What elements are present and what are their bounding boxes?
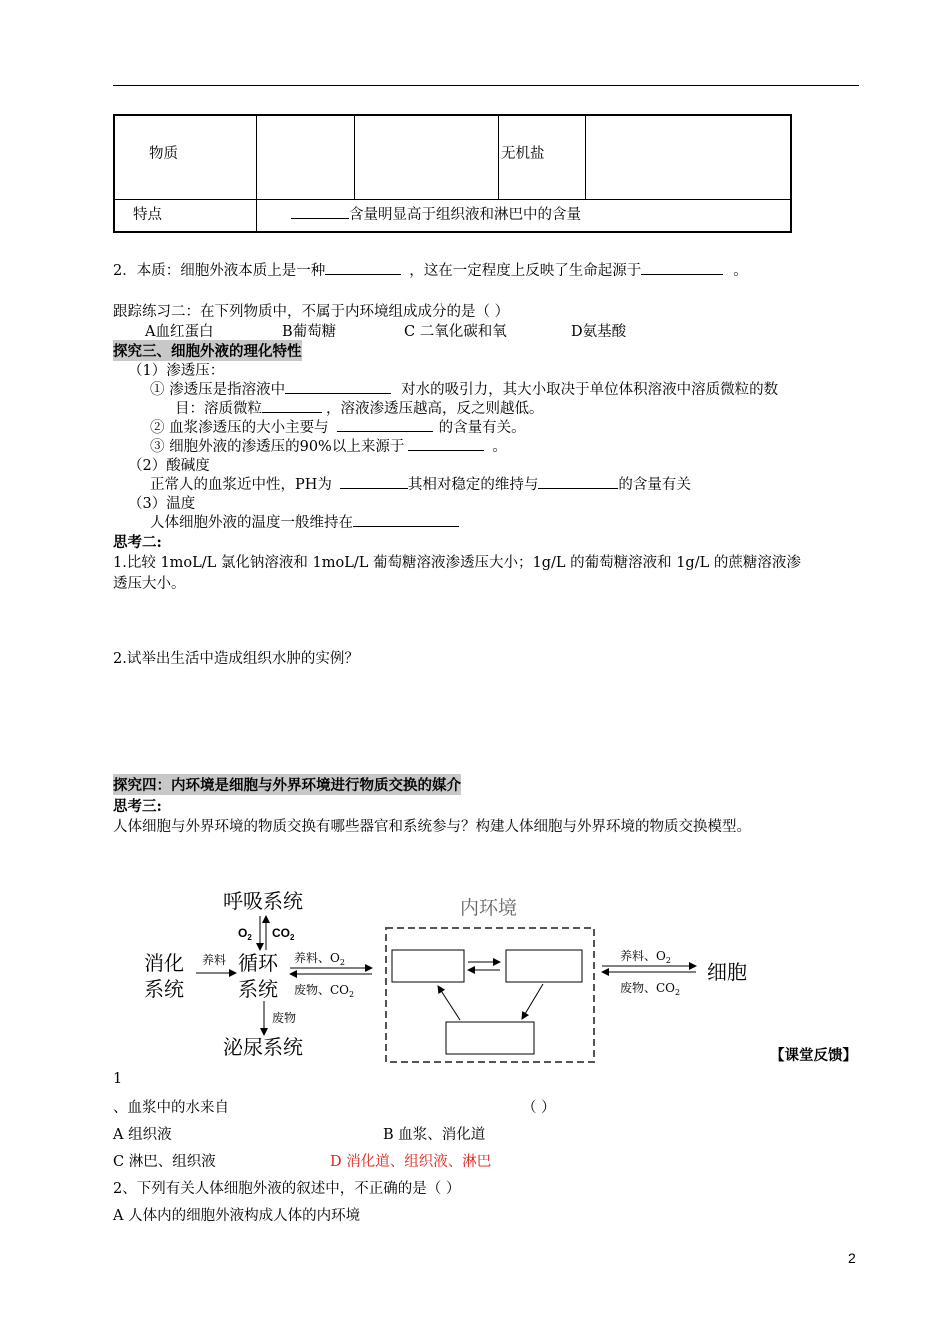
- osmotic-text: 。: [492, 439, 507, 455]
- answer-blank[interactable]: [340, 473, 408, 489]
- q1-option-a[interactable]: A 组织液: [113, 1127, 172, 1143]
- feature-text: 含量明显高于组织液和淋巴中的含量: [349, 206, 581, 223]
- composition-table: [113, 114, 792, 233]
- practice2-question: 跟踪练习二：在下列物质中，不属于内环境组成成分的是（ ）: [113, 304, 510, 320]
- answer-blank[interactable]: [325, 259, 401, 275]
- section3-title: 探究三、细胞外液的理化特性: [113, 340, 302, 361]
- q1-number: 1: [113, 1071, 123, 1087]
- answer-blank[interactable]: [291, 203, 349, 219]
- table-cell: [355, 115, 499, 199]
- inner-environment-label: 内环境: [460, 897, 518, 919]
- co2-label: $CO_2$: [272, 926, 295, 942]
- q1-option-d[interactable]: D 消化道、组织液、淋巴: [330, 1154, 492, 1170]
- q2-option-a[interactable]: A 人体内的细胞外液构成人体的内环境: [113, 1208, 361, 1224]
- nutrients-o2-left: 养料、$O_2$: [294, 951, 345, 967]
- osmotic-line-2: [175, 397, 544, 418]
- row-label-feature: 特点: [133, 206, 162, 223]
- temp-title: （3）温度: [128, 496, 196, 512]
- nutrients-label: 养料: [202, 953, 227, 967]
- row-label-substance: 物质: [149, 146, 178, 162]
- ph-title: （2）酸碱度: [128, 458, 210, 474]
- section4-title: 探究四：内环境是细胞与外界环境进行物质交换的媒介: [113, 774, 461, 795]
- think2-q2: 2.试举出生活中造成组织水肿的实例？: [113, 651, 359, 667]
- q1-answer-paren: （ ）: [522, 1100, 556, 1116]
- classroom-feedback-title: 【课堂反馈】: [770, 1047, 857, 1064]
- nutrients-o2-right: 养料、$O_2$: [620, 949, 671, 965]
- exchange-diagram: [130, 880, 780, 1070]
- waste-label: 废物: [272, 1011, 297, 1025]
- osmotic-text: ① 渗透压是指溶液中: [150, 382, 286, 398]
- answer-blank[interactable]: [262, 397, 322, 413]
- q1-option-c[interactable]: C 淋巴、组织液: [113, 1154, 216, 1170]
- digestive-system-label-2: 系统: [144, 977, 184, 1001]
- essence-line: [113, 259, 748, 280]
- essence-suffix: 。: [733, 263, 748, 279]
- urinary-system-label: 泌尿系统: [223, 1035, 303, 1059]
- think3-title: 思考三:: [113, 798, 162, 815]
- osmotic-text: 对水的吸引力，其大小取决于单位体积溶液中溶质微粒的数: [401, 382, 779, 398]
- ph-text: 的含量有关: [618, 477, 691, 493]
- table-cell: [257, 199, 792, 232]
- think2-q1-line1: 1.比较 1moL/L 氯化钠溶液和 1moL/L 葡萄糖溶液渗透压大小；1g/L 的葡萄糖溶液和 1g/L 的蔗糖溶液渗: [113, 555, 801, 571]
- q2-text: 2、下列有关人体细胞外液的叙述中，不正确的是（ ）: [113, 1181, 461, 1197]
- o2-label: $O_2$: [238, 926, 252, 942]
- osmotic-text: 的含量有关。: [438, 420, 526, 436]
- page-number: 2: [848, 1250, 856, 1266]
- practice2-option-d[interactable]: D氨基酸: [571, 324, 627, 340]
- blank-box-bottom[interactable]: [446, 1022, 534, 1054]
- answer-blank[interactable]: [641, 259, 723, 275]
- practice2-option-c[interactable]: C 二氧化碳和氧: [404, 324, 507, 340]
- blank-box-left[interactable]: [392, 950, 464, 982]
- essence-middle: ，这在一定程度上反映了生命起源于: [409, 263, 642, 279]
- think2-q1-line2: 透压大小。: [113, 576, 186, 592]
- osmotic-text: ③ 细胞外液的渗透压的90%以上来源于: [150, 439, 405, 455]
- answer-blank[interactable]: [538, 473, 618, 489]
- cell-label: 细胞: [707, 960, 747, 984]
- answer-blank[interactable]: [285, 378, 391, 394]
- think2-title: 思考二:: [113, 534, 162, 551]
- essence-prefix: 2．本质：细胞外液本质上是一种: [113, 263, 326, 279]
- waste-co2-right: 废物、$CO_2$: [620, 981, 681, 997]
- circulatory-system-label-2: 系统: [238, 977, 278, 1001]
- table-cell: [499, 115, 586, 199]
- bottom-to-left-arrow: [438, 986, 460, 1020]
- think3-text: 人体细胞与外界环境的物质交换有哪些器官和系统参与？构建人体细胞与外界环境的物质交换模型。: [113, 819, 751, 835]
- blank-box-right[interactable]: [506, 950, 582, 982]
- table-cell: [586, 115, 792, 199]
- temp-line: [150, 511, 459, 532]
- practice2-option-b[interactable]: B葡萄糖: [282, 324, 337, 340]
- answer-blank[interactable]: [337, 416, 433, 432]
- table-cell: [114, 115, 257, 199]
- osmotic-line-3: [150, 416, 526, 437]
- header-rule: [113, 85, 859, 86]
- osmotic-text: ② 血浆渗透压的大小主要与: [150, 420, 329, 436]
- table-cell: [257, 115, 355, 199]
- osmotic-text: ，溶液渗透压越高，反之则越低。: [326, 401, 544, 417]
- osmotic-line-4: [150, 435, 507, 456]
- temp-text: 人体细胞外液的温度一般维持在: [150, 515, 353, 531]
- right-to-bottom-arrow: [522, 984, 543, 1019]
- circulatory-system-label-1: 循环: [238, 951, 278, 975]
- practice2-option-a[interactable]: A血红蛋白: [145, 324, 214, 340]
- inorganic-salt-label: 无机盐: [501, 146, 545, 162]
- ph-text: 正常人的血浆近中性，PH为: [150, 477, 332, 493]
- respiratory-system-label: 呼吸系统: [223, 889, 303, 913]
- q1-text: 、血浆中的水来自: [113, 1100, 229, 1116]
- osmotic-title: （1）渗透压：: [128, 363, 225, 379]
- answer-blank[interactable]: [408, 435, 484, 451]
- osmotic-line-1: [150, 378, 778, 399]
- table-cell: [114, 199, 257, 232]
- osmotic-text: 目：溶质微粒: [175, 401, 262, 417]
- ph-line: [150, 473, 691, 494]
- answer-blank[interactable]: [353, 511, 459, 527]
- waste-co2-left: 废物、$CO_2$: [294, 983, 355, 999]
- digestive-system-label-1: 消化: [144, 951, 184, 975]
- q1-option-b[interactable]: B 血浆、消化道: [383, 1127, 486, 1143]
- ph-text: 其相对稳定的维持与: [407, 477, 539, 493]
